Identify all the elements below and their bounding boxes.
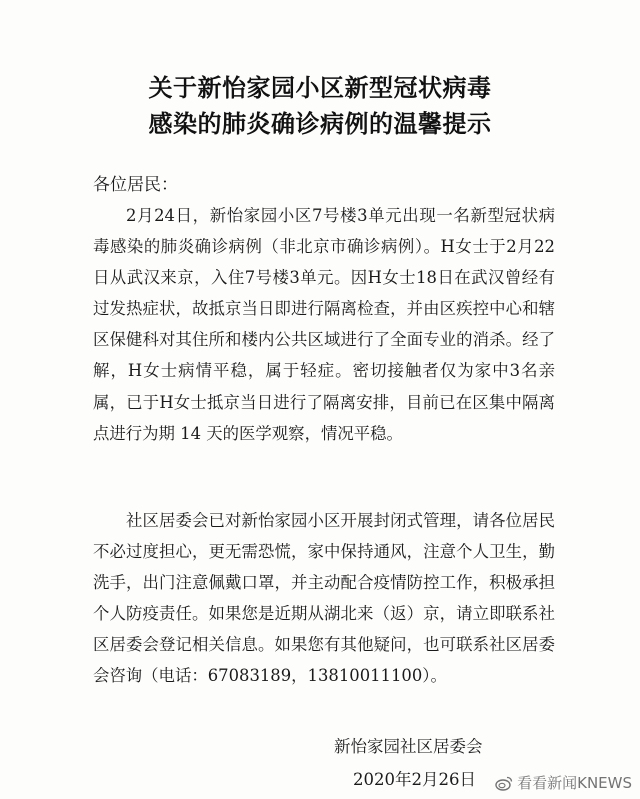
notice-title	[0, 70, 640, 142]
signature-organization: 新怡家园社区居委会	[334, 737, 483, 756]
weibo-logo-icon	[495, 775, 513, 791]
paragraph-1: 2月24日，新怡家园小区7号楼3单元出现一名新型冠状病毒感染的肺炎确诊病例（非北京市确诊病例）。H女士于2月22日从武汉来京，入住7号楼3单元。因H女士18日在武汉曾经有过发热症状，故抵京当日即进行隔离检查，并由区疾控中心和辖区保健科对其住所和楼内公共区域进行了全面专业的消杀。经了解，H女士病情平稳，属于轻症。密切接触者仅为家中3名亲属，已于H女士抵京当日进行了隔离安排，目前已在区集中隔离点进行为期 14 天的医学观察，情况平稳。	[93, 206, 555, 443]
signature-date: 2020年2月26日	[353, 770, 476, 789]
title-line-2: 感染的肺炎确诊病例的温馨提示	[148, 110, 492, 138]
paragraph-2: 社区居委会已对新怡家园小区开展封闭式管理，请各位居民不必过度担心，更无需恐慌，家中保持通风，注意个人卫生，勤洗手，出门注意佩戴口罩，并主动配合疫情防控工作，积极承担个人防疫责任。如果您是近期从湖北来（返）京，请立即联系社区居委会登记相关信息。如果您有其他疑问，也可联系社区居委会咨询（电话：67083189，13810011100）。	[93, 511, 555, 686]
watermark-text: 看看新闻KNEWS	[517, 774, 632, 792]
title-line-1: 关于新怡家园小区新型冠状病毒	[148, 74, 492, 102]
watermark	[495, 772, 632, 793]
salutation: 各位居民：	[93, 175, 178, 195]
